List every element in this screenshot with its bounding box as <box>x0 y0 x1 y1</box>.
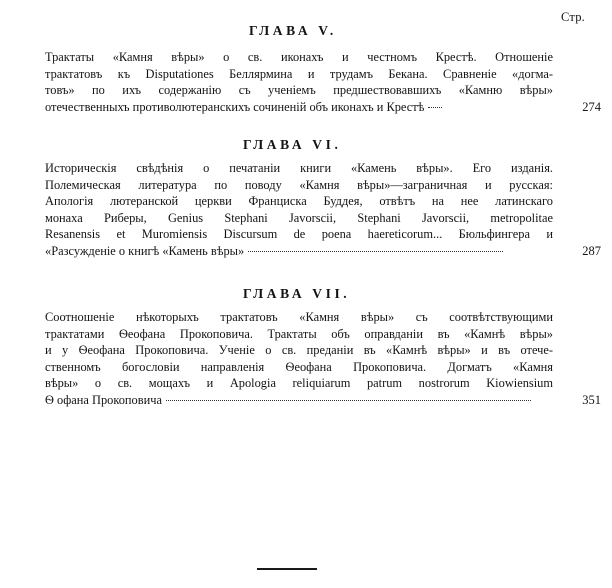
toc-entry <box>45 309 601 409</box>
entry-line: Полемическая литература по поводу «Камня вѣры»—заграничная и русская: <box>45 177 553 192</box>
entry-line: Апологія лютеранской церкви Франциска Буддея, отвѣтъ на нее латинскаго <box>45 194 553 209</box>
bottom-rule <box>257 568 317 570</box>
chapter-heading: ГЛАВА VI. <box>243 137 342 152</box>
page-number: 287 <box>582 243 601 258</box>
entry-line: Resanensis et Muromiensis Discursum de poena haereticorum... Бюльфингера и <box>45 227 553 242</box>
entry-line: вѣры» о св. мощахъ и Apologia reliquiarum patrum nostrorum Kiowiensium <box>45 376 553 391</box>
dot-leader <box>428 106 442 108</box>
entry-line: ственномъ богословіи направленія Ѳеофана Прокоповича. Догматъ «Камня <box>45 359 553 374</box>
dot-leader <box>248 250 503 252</box>
page-number: 274 <box>582 99 601 114</box>
entry-line: и у Ѳеофана Прокоповича. Ученіе о св. преданіи въ «Камнѣ вѣры» и въ отече- <box>45 343 553 358</box>
entry-line-last: Ѳ офана Прокоповича 351 <box>45 392 601 407</box>
entry-line-last: «Разсужденіе о книгѣ «Камень вѣры» 287 <box>45 243 601 258</box>
entry-line: Соотношеніе нѣкоторыхъ трактатовъ «Камня вѣры» съ соотвѣтствующими <box>45 310 553 324</box>
toc-entry <box>45 160 601 260</box>
chapter-heading: ГЛАВА V. <box>249 23 337 38</box>
toc-entry <box>45 49 601 115</box>
chapter-heading: ГЛАВА VII. <box>243 286 351 301</box>
page-column-header: Стр. <box>561 10 585 24</box>
entry-line: товъ» по ихъ содержанію съ ученіемъ предшествовавшихъ «Камню вѣры» <box>45 83 553 98</box>
entry-line: Трактаты «Камня вѣры» о св. иконахъ и честномъ Крестѣ. Отношеніе <box>45 50 553 64</box>
entry-line: трактатовъ къ Disputationes Беллярмина и трудамъ Бекана. Сравненіе «догма- <box>45 66 553 81</box>
page-number: 351 <box>582 392 601 407</box>
entry-line: монаха Риберы, Genius Stephani Javorscii, Stephani Javorscii, metropolitae <box>45 210 553 225</box>
entry-line: трактатами Ѳеофана Прокоповича. Трактаты объ оправданіи въ «Камнѣ вѣры» <box>45 326 553 341</box>
entry-line-last: отечественныхъ противолютеранскихъ сочиненій объ иконахъ и Крестѣ 274 <box>45 99 601 114</box>
entry-line: Историческія свѣдѣнія о печатаніи книги «Камень вѣры». Его изданія. <box>45 161 553 175</box>
dot-leader <box>166 399 531 401</box>
